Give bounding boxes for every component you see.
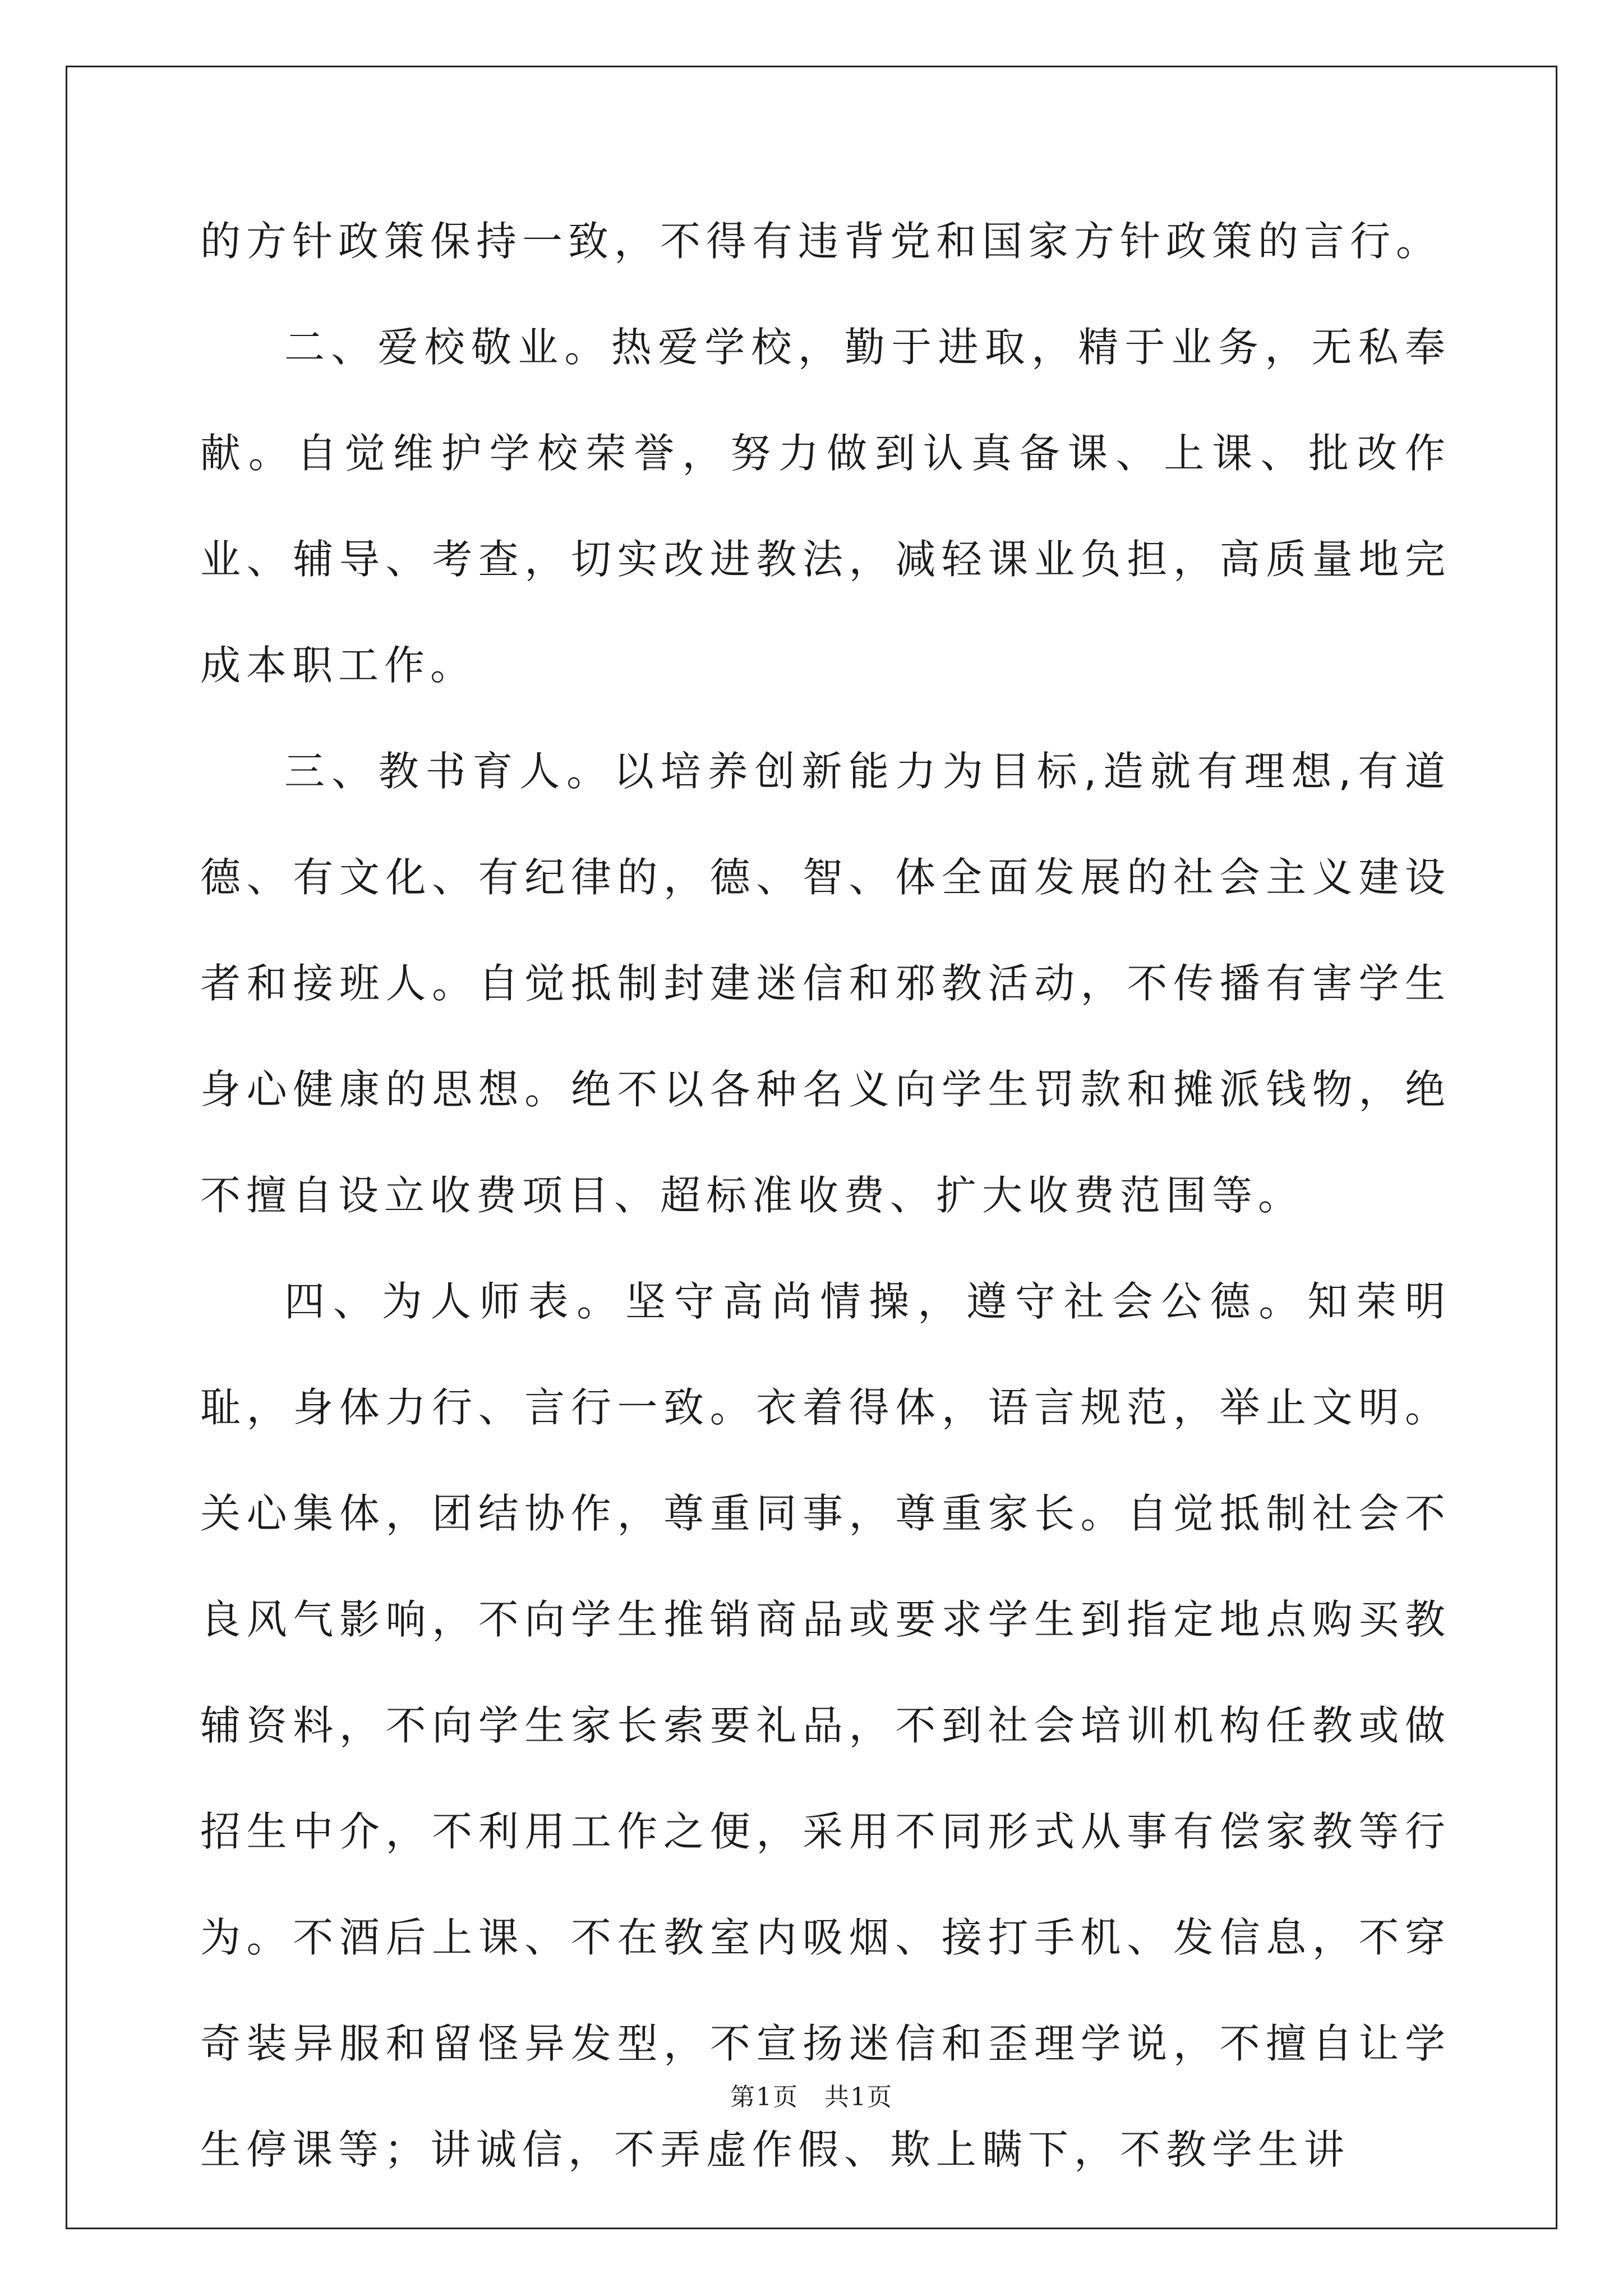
paragraph-1: 的方针政策保持一致，不得有违背党和国家方针政策的言行。 (200, 218, 1442, 265)
paragraph-2: 二、爱校敬业。热爱学校，勤于进取，精于业务，无私奉献。自觉维护学校荣誉，努力做到认真备课、上课、批改作业、辅导、考查，切实改进教法，减轻课业负担，高质量地完成本职工作。 (200, 324, 1451, 689)
paragraph-4: 四、为人师表。坚守高尚情操，遵守社会公德。知荣明耻，身体力行、言行一致。衣着得体，语言规范，举止文明。关心集体，团结协作，尊重同事，尊重家长。自觉抵制社会不良风气影响，不向学生推销商品或要求学生到指定地点购买教辅资料，不向学生家长索要礼品，不到社会培训机构任教或做招生中介，不利用工作之便，采用不同形式从事有偿家教等行为。不酒后上课、不在教室内吸烟、接打手机、发信息，不穿奇装异服和留怪异发型，不宣扬迷信和歪理学说，不擅自让学生停课等；讲诚信，不弄虚作假、欺上瞒下，不教学生讲 (200, 1278, 1451, 2173)
document-body (200, 188, 1451, 2203)
page-footer: 第1页 共1页 (730, 2083, 893, 2111)
paragraph-3: 三、教书育人。以培养创新能力为目标,造就有理想,有道德、有文化、有纪律的，德、智、体全面发展的社会主义建设者和接班人。自觉抵制封建迷信和邪教活动，不传播有害学生身心健康的思想。绝不以各种名义向学生罚款和摊派钱物，绝不擅自设立收费项目、超标准收费、扩大收费范围等。 (200, 748, 1451, 1219)
